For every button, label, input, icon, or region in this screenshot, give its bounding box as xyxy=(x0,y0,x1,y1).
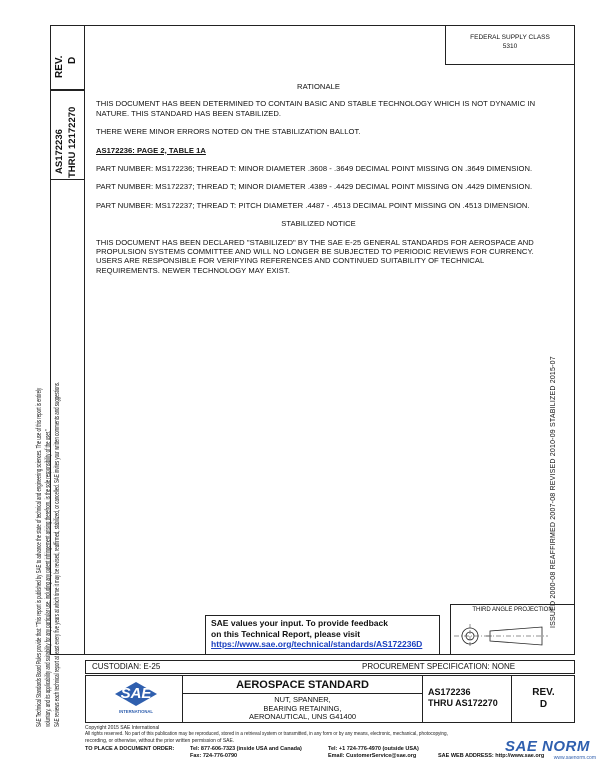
footer-copyright: Copyright 2015 SAE International xyxy=(85,725,160,731)
document-body xyxy=(96,82,541,284)
feedback-link[interactable]: https://www.sae.org/technical/standards/AS172236D xyxy=(211,639,423,649)
title-rev-label: REV. xyxy=(532,687,555,698)
errata-reference: AS172236: PAGE 2, TABLE 1A xyxy=(96,145,206,155)
left-notice-line1: SAE Technical Standards Board Rules provide that: "This report is published by SAE to advance the state of technical and engineering sciences. The use of this report is entirely xyxy=(36,387,43,727)
left-notice-line3: SAE reviews each technical report at least every five years at which time it may be revised, reaffirmed, stabilized, or cancelled. SAE invites your written comments and suggestions. xyxy=(54,381,61,727)
procurement-text: PROCUREMENT SPECIFICATION: NONE xyxy=(362,662,516,671)
doc-number-line1: AS172236 xyxy=(54,129,65,174)
custodian-text: CUSTODIAN: E-25 xyxy=(92,662,161,671)
footer-fax: Fax: 724-776-0790 xyxy=(190,753,238,759)
projection-symbol xyxy=(452,616,572,654)
left-notice-line2: voluntary, and its applicability and suitability for any particular use, including any patent infringement arising therefrom, is the sole responsibility of the user." xyxy=(45,429,52,727)
title-number xyxy=(428,687,498,709)
sae-logo-subtext: INTERNATIONAL xyxy=(119,709,153,714)
fed-supply-class-value: 5310 xyxy=(502,43,518,50)
title-description-line-2: BEARING RETAINING, xyxy=(263,703,342,713)
stabilized-title: STABILIZED NOTICE xyxy=(281,219,356,229)
feedback-line-2: on this Technical Report, please visit xyxy=(211,628,361,639)
watermark xyxy=(505,738,600,761)
sae-logo xyxy=(115,682,157,718)
footer-email[interactable]: Email: CustomerService@sae.org xyxy=(328,753,417,759)
sae-logo-text: SAE xyxy=(120,685,152,702)
projection-label: THIRD ANGLE PROJECTION xyxy=(472,607,553,613)
watermark-subtext: www.saenorm.com xyxy=(553,755,596,761)
title-rev xyxy=(512,687,575,711)
errata-part-number-1: PART NUMBER: MS172236; THREAD T: MINOR DIAMETER .3608 - .3649 DECIMAL POINT MISSING ON .3649 DIMENSION. xyxy=(96,164,533,174)
footer-rights-2: recording, or otherwise, without the prior written permission of SAE. xyxy=(85,737,235,744)
footer-tel-1: Tel: 877-606-7323 (inside USA and Canada) xyxy=(190,746,302,752)
title-rev-value: D xyxy=(539,699,548,710)
rationale-title: RATIONALE xyxy=(297,82,340,91)
title-heading: AEROSPACE STANDARD xyxy=(182,679,423,694)
title-number-line-2: THRU AS172270 xyxy=(428,698,498,708)
doc-number-line2: THRU 12172270 xyxy=(67,106,78,178)
fed-supply-class-label: FEDERAL SUPPLY CLASS xyxy=(470,34,550,41)
top-rev-value: D xyxy=(67,56,78,64)
errata-part-number-2: PART NUMBER: MS172237; THREAD T; MINOR DIAMETER .4389 - .4429 DECIMAL POINT MISSING ON .4429 DIMENSION. xyxy=(96,182,533,192)
feedback-box xyxy=(205,615,440,655)
footer-order-label: TO PLACE A DOCUMENT ORDER: xyxy=(85,746,175,752)
errata-part-number-3: PART NUMBER: MS172237; THREAD T: PITCH DIAMETER .4487 - .4513 DECIMAL POINT MISSING ON .4513 DIMENSION. xyxy=(96,200,530,210)
top-rev-label: REV. xyxy=(54,55,65,78)
footer-web[interactable]: SAE WEB ADDRESS: http://www.sae.org xyxy=(438,753,545,759)
title-description-line-3: AERONAUTICAL, UNS G41400 xyxy=(248,712,357,721)
rationale-paragraph-2: THERE WERE MINOR ERRORS NOTED ON THE STABILIZATION BALLOT. xyxy=(96,127,361,137)
watermark-text: SAE NORM xyxy=(505,738,590,755)
footer xyxy=(85,725,525,744)
history-notes: ISSUED 2000-08 REAFFIRMED 2007-08 REVISED 2010-09 STABILIZED 2015-07 xyxy=(550,356,557,628)
footer-rights: All rights reserved. No part of this publication may be reproduced, stored in a retrieval system or transmitted, in any form or by any means, electronic, mechanical, photocopying, xyxy=(85,731,448,738)
stabilized-text: THIS DOCUMENT HAS BEEN DECLARED "STABILIZED" BY THE SAE E-25 GENERAL STANDARDS FOR AEROSPACE AND PROPULSION SYSTEMS COMMITTEE AND WILL NO LONGER BE SUBJECTED TO PERIODIC REVIEWS FOR CURRENCY. USERS ARE RESPONSIBLE FOR VERIFYING REFERENCES AND CONTINUED SUITABILITY OF TECHNICAL REQUIREMENTS. NEWER TECHNOLOGY MAY EXIST. xyxy=(96,237,534,275)
feedback-line-1: SAE values your input. To provide feedback xyxy=(211,618,388,628)
footer-tel-2: Tel: +1 724-776-4970 (outside USA) xyxy=(328,746,419,752)
title-description-line-1: NUT, SPANNER, xyxy=(274,695,331,704)
rationale-paragraph-1: THIS DOCUMENT HAS BEEN DETERMINED TO CONTAIN BASIC AND STABLE TECHNOLOGY WHICH IS NOT DYNAMIC IN NATURE. THIS STANDARD HAS BEEN STABILIZED. xyxy=(96,99,536,118)
title-description xyxy=(182,696,423,722)
title-number-line-1: AS172236 xyxy=(428,687,471,697)
